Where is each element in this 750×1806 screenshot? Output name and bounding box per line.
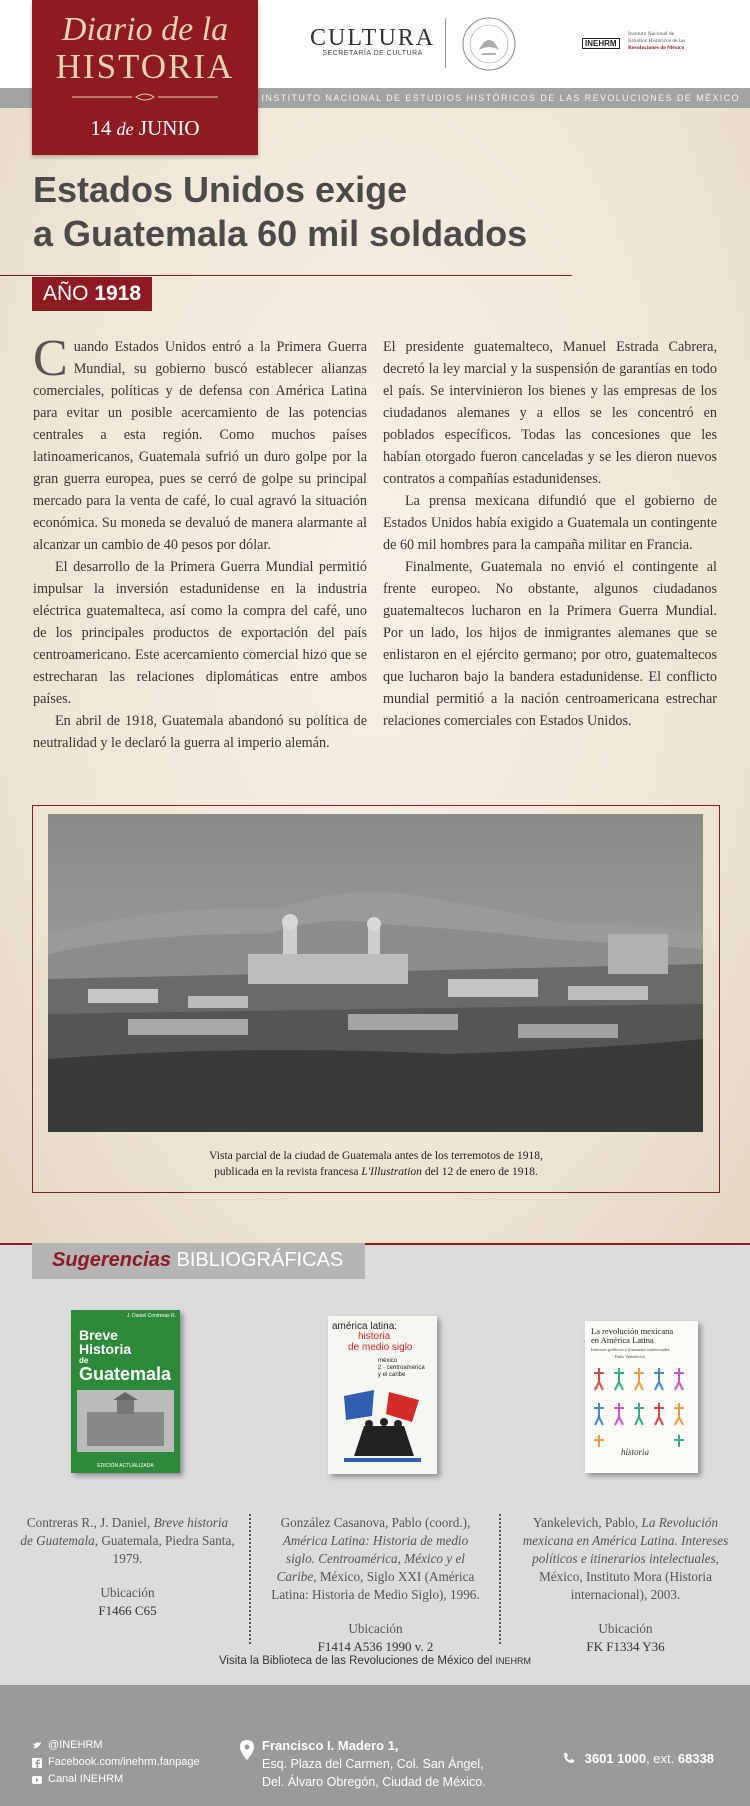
- twitter-handle: @INEHRM: [48, 1739, 103, 1751]
- reference-separator-1: [249, 1514, 251, 1644]
- youtube-link[interactable]: [32, 1771, 200, 1788]
- visit-inst: INEHRM: [495, 1656, 532, 1666]
- youtube-icon: [32, 1775, 42, 1785]
- figures-illustration: [591, 1363, 691, 1463]
- paragraph-1-text: uando Estados Unidos entró a la Primera Guerra Mundial, su gobierno buscó establecer alianzas comerciales, políticas y de defensa con América Latina para evitar un posible acercamiento de las potencias centrales a esta región. Como muchos países latinoamericanos, Guatemala sufrió un duro golpe por la gran guerra europea, pues se cerró de golpe su principal mercado para la venta de café, lo cual agravó la situación económica. Su moneda se devaluó de manera alarmante al alcanzar un cambio de 40 pesos por dólar.: [33, 339, 367, 553]
- youtube-channel: Canal INEHRM: [48, 1773, 124, 1785]
- date-de: de: [116, 119, 134, 139]
- visit-text: Visita la Biblioteca de las Revoluciones de México del: [218, 1655, 496, 1667]
- book1-cover-title: [79, 1328, 171, 1383]
- book3-title-2: en América Latina: [591, 1335, 654, 1345]
- book3-title: [591, 1327, 673, 1345]
- cultura-logo: [310, 25, 435, 57]
- book2-ref-author: González Casanova, Pablo (coord.),: [280, 1515, 471, 1530]
- year-badge: [32, 277, 152, 311]
- book3-cover-author: Pablo Yankelevich: [615, 1354, 645, 1359]
- guatemala-city-photo: [48, 814, 703, 1132]
- address-line-2: Esq. Plaza del Carmen, Col. San Ángel,: [262, 1757, 484, 1771]
- caption-line-2: [33, 1164, 719, 1180]
- book1-title-3: de: [79, 1356, 89, 1365]
- book1-title-2: Historia: [79, 1341, 132, 1357]
- book3-title-1: La revolución mexicana: [591, 1326, 674, 1336]
- book2-sub-2: 2 · centroamérica: [378, 1365, 425, 1371]
- building-icon: [77, 1390, 174, 1452]
- book1-cover-author: J. Daniel Contreras R.: [126, 1313, 176, 1319]
- book1-location-code: F1466 C65: [98, 1603, 157, 1618]
- phone-icon: [563, 1752, 575, 1764]
- book-cover-2: [328, 1316, 437, 1474]
- tab-italic: Sugerencias: [52, 1249, 171, 1271]
- book1-ref-title: Breve historia de Guatemala: [20, 1515, 229, 1548]
- facebook-url: Facebook.com/inehrm.fanpage: [48, 1756, 200, 1768]
- inehrm-logo-text: [628, 31, 685, 52]
- title-line-1: Estados Unidos exige: [33, 169, 408, 210]
- book-cover-3: [585, 1321, 698, 1473]
- article-paragraph-5: La prensa mexicana difundió que el gobierno de Estados Unidos había exigido a Guatemala un contingente de 60 mil hombres para la campaña militar en Francia.: [383, 493, 717, 553]
- book1-title-1: Breve: [79, 1327, 118, 1343]
- book2-ref-rest: , México, Siglo XXI (América Latina: Historia de Medio Siglo), 1996.: [271, 1569, 480, 1602]
- article-paragraph-2: El desarrollo de la Primera Guerra Mundial permitió impulsar la inversión estadunidense en la industria eléctrica guatemalteca, así como la compra del café, uno de los principales productos de exportación del país centroamericano. Este acercamiento comercial hizo que se estrecharan las relaciones diplomáticas entre ambos países.: [33, 559, 367, 707]
- inehrm-logo: [582, 31, 685, 51]
- book1-cover-footer: EDICIÓN ACTUALIZADA: [97, 1463, 154, 1469]
- inehrm-line-2: Estudios Históricos de las: [628, 38, 685, 44]
- book2-sub-3: y el caribe: [378, 1372, 406, 1378]
- book-reference-1: [20, 1514, 235, 1620]
- phone-main: 3601 1000: [584, 1751, 647, 1766]
- twitter-link[interactable]: [32, 1737, 200, 1754]
- book1-title-4: Guatemala: [79, 1364, 172, 1384]
- book-reference-2: [268, 1514, 483, 1656]
- protest-illustration: [334, 1386, 431, 1466]
- city-landscape-image: [48, 814, 703, 1132]
- logo-date: [32, 115, 258, 142]
- book-reference-3: [518, 1514, 733, 1656]
- location-pin-icon: [240, 1740, 254, 1760]
- ornament-icon: [72, 93, 218, 101]
- book2-title-3: de medio siglo: [348, 1342, 413, 1353]
- title-rule: [0, 275, 572, 276]
- article-paragraph-6: Finalmente, Guatemala no envió el contingente al frente europeo. No obstante, algunos ciudadanos guatemaltecos lucharon en la Primera Guerra Mundial. Por un lado, los hijos de inmigrantes alemanes que se enlistaron en el ejército germano; por otro, guatemaltecos que lucharon bajo la bandera estadunidense. El conflicto mundial permitió a la nación centroamericana estrechar relaciones comerciales con Estados Unidos.: [383, 559, 717, 729]
- book-cover-1: [71, 1310, 180, 1473]
- reference-separator-2: [499, 1514, 501, 1644]
- diario-logo: [32, 0, 258, 155]
- library-visit-note: [0, 1655, 750, 1667]
- cultura-logo-text: CULTURA: [310, 25, 436, 51]
- book3-ref-title: La Revolución mexicana en América Latina. Intereses políticos e itinerarios intelectuales: [522, 1515, 729, 1566]
- year-label: AÑO: [42, 282, 89, 305]
- book2-citation: [268, 1514, 483, 1604]
- address-line-3: Del. Álvaro Obregón, Ciudad de México.: [262, 1775, 486, 1789]
- phone-number: [563, 1751, 714, 1766]
- national-seal-icon: [455, 16, 523, 72]
- tab-caps: BIBLIOGRÁFICAS: [176, 1249, 344, 1271]
- book3-ref-author: Yankelevich, Pablo,: [532, 1515, 642, 1530]
- title-line-2: a Guatemala 60 mil soldados: [33, 213, 528, 254]
- cultura-logo-subtext: SECRETARÍA DE CULTURA: [322, 50, 423, 57]
- article-paragraph-4: El presidente guatemalteco, Manuel Estrada Cabrera, decretó la ley marcial y la suspensión de garantías en todo el país. Se intervinieron los bienes y las empresas de los ciudadanos alemanes y a ellos se les concentró en poblados específicos. Todas las concesiones que les habían otorgado fueron canceladas y se les dieron nuevos contratos a compañías estadunidenses.: [383, 339, 717, 487]
- book1-location-label: Ubicación: [100, 1585, 155, 1600]
- book3-citation: [518, 1514, 733, 1604]
- year-value: 1918: [94, 282, 142, 305]
- date-month: JUNIO: [138, 116, 200, 140]
- logo-divider: [445, 18, 446, 68]
- logo-line-2: HISTORIA: [55, 47, 235, 86]
- footer: [0, 1685, 750, 1806]
- address-line-1: Francisco I. Madero 1,: [262, 1738, 399, 1753]
- book3-location-label: Ubicación: [598, 1621, 653, 1636]
- caption-line-1: Vista parcial de la ciudad de Guatemala antes de los terremotos de 1918,: [209, 1150, 543, 1162]
- svg-text:historia: historia: [621, 1447, 650, 1457]
- book2-subtitle: [378, 1358, 425, 1379]
- article-column-left: [33, 330, 367, 754]
- book2-location-label: Ubicación: [348, 1621, 403, 1636]
- photo-caption: [33, 1148, 719, 1180]
- book3-location-code: FK F1334 Y36: [586, 1639, 665, 1654]
- inehrm-line-3: Revoluciones de México: [628, 45, 685, 51]
- article-paragraph-1: [33, 330, 367, 556]
- caption-italic: L'Illustration: [361, 1166, 422, 1178]
- dropcap: C: [33, 330, 68, 387]
- book1-cover-image: [77, 1390, 174, 1452]
- institute-bar: INSTITUTO NACIONAL DE ESTUDIOS HISTÓRICOS DE LAS REVOLUCIONES DE MÉXICO: [0, 88, 750, 108]
- caption-pre: publicada en la revista francesa: [214, 1166, 362, 1178]
- twitter-icon: [32, 1741, 42, 1751]
- book2-sub-1: méxico: [378, 1358, 398, 1364]
- book2-location-code: F1414 A536 1990 v. 2: [317, 1639, 434, 1654]
- article-column-right: [383, 336, 717, 732]
- facebook-link[interactable]: [32, 1754, 200, 1771]
- social-links: [32, 1737, 200, 1788]
- book2-ref-title: América Latina: Historia de medio siglo. Centroamérica, México y el Caribe: [276, 1533, 469, 1584]
- date-day: 14: [90, 116, 112, 140]
- address: [262, 1737, 486, 1791]
- phone-ext-label: , ext.: [646, 1751, 675, 1766]
- book2-title-2: historia: [358, 1331, 391, 1342]
- facebook-icon: [32, 1758, 42, 1768]
- book3-subtitle: Intereses políticos e itinerarios intelectuales: [591, 1347, 670, 1352]
- photo-frame: [32, 805, 720, 1193]
- inehrm-logo-box: INEHRM: [582, 38, 620, 49]
- book3-ref-rest: , México, Instituto Mora (Historia internacional), 2003.: [539, 1551, 719, 1602]
- book1-citation: [20, 1514, 235, 1568]
- article-title: [33, 168, 633, 256]
- article-paragraph-3: En abril de 1918, Guatemala abandonó su política de neutralidad y le declaró la guerra al imperio alemán.: [33, 713, 367, 751]
- book2-title-1: américa latina:: [332, 1321, 398, 1332]
- caption-post: del 12 de enero de 1918.: [421, 1166, 538, 1178]
- inehrm-line-1: Instituto Nacional de: [628, 31, 675, 37]
- phone-ext: 68338: [677, 1751, 715, 1766]
- book1-ref-author: Contreras R., J. Daniel,: [26, 1515, 154, 1530]
- bibliography-tab: [32, 1243, 365, 1279]
- book1-ref-rest: , Guatemala, Piedra Santa, 1979.: [94, 1533, 235, 1566]
- logo-line-1: Diario de la: [61, 11, 229, 48]
